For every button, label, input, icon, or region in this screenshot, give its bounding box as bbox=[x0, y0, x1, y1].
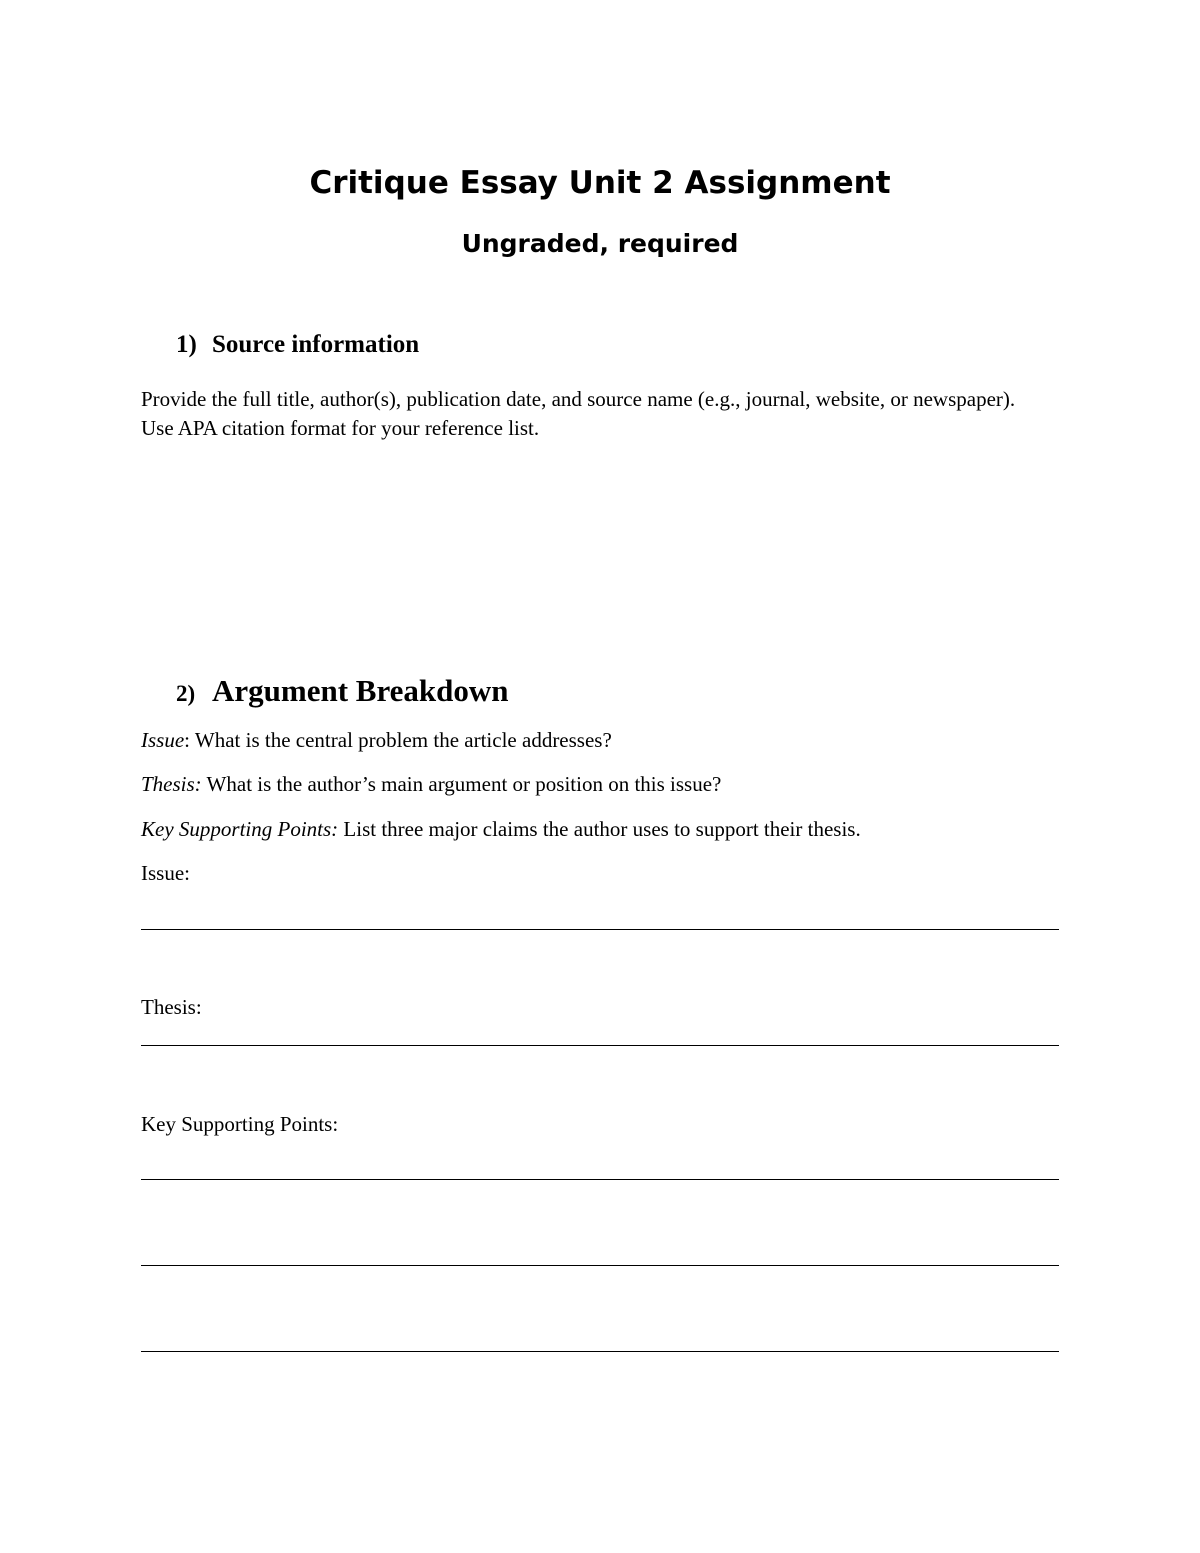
section-1-number: 1) bbox=[176, 331, 197, 358]
key-points-field-label: Key Supporting Points: bbox=[141, 1112, 339, 1136]
prompt-key-points-text: List three major claims the author uses to support their thesis. bbox=[338, 817, 861, 841]
prompt-issue-term: Issue bbox=[141, 728, 185, 752]
section-2-title: Argument Breakdown bbox=[212, 673, 509, 708]
key-point-1-answer-line[interactable] bbox=[141, 1179, 1059, 1180]
document-subtitle: Ungraded, required bbox=[461, 229, 739, 258]
prompt-thesis bbox=[141, 770, 721, 799]
prompt-issue bbox=[141, 726, 612, 755]
prompt-thesis-term: Thesis: bbox=[141, 772, 202, 796]
thesis-answer-line[interactable] bbox=[141, 1045, 1059, 1046]
issue-field-label: Issue: bbox=[141, 861, 190, 885]
thesis-field-label: Thesis: bbox=[141, 995, 202, 1019]
issue-answer-line[interactable] bbox=[141, 929, 1059, 930]
document-title: Critique Essay Unit 2 Assignment bbox=[309, 165, 891, 201]
prompt-issue-text: What is the central problem the article addresses? bbox=[190, 728, 612, 752]
prompt-key-points-term: Key Supporting Points: bbox=[141, 817, 339, 841]
section-2-heading bbox=[176, 671, 509, 711]
key-point-2-answer-line[interactable] bbox=[141, 1265, 1059, 1266]
key-point-3-answer-line[interactable] bbox=[141, 1351, 1059, 1352]
section-1-title: Source information bbox=[212, 331, 420, 358]
prompt-key-points bbox=[141, 815, 861, 844]
prompt-issue-separator: : bbox=[184, 728, 191, 752]
section-1-heading bbox=[176, 329, 419, 361]
section-1-instructions: Provide the full title, author(s), publication date, and source name (e.g., journal, website, or newspaper). Use APA citation format for your reference list. bbox=[141, 387, 1016, 440]
prompt-thesis-text: What is the author’s main argument or position on this issue? bbox=[201, 772, 722, 796]
section-2-number: 2) bbox=[176, 681, 196, 706]
